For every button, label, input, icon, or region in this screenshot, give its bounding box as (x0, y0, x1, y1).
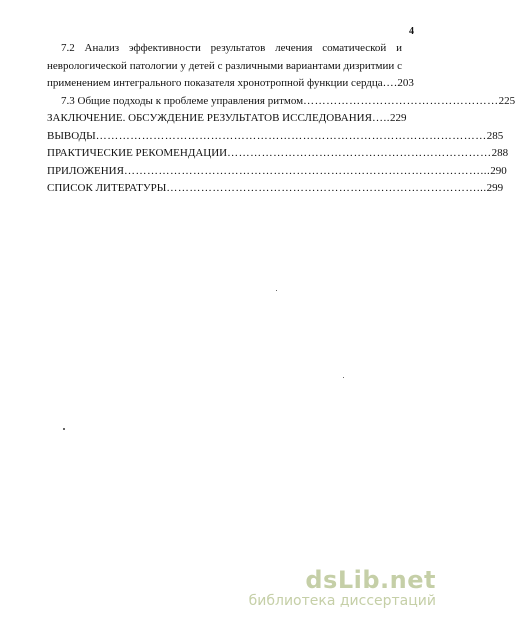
toc-entry-conclusion-leader: ….. (371, 112, 390, 124)
toc-entry-7-3-title: 7.3 Общие подходы к проблеме управления ритмом (61, 94, 304, 107)
toc-entry-recommendations-title: ПРАКТИЧЕСКИЕ РЕКОМЕНДАЦИИ (47, 147, 228, 159)
table-of-contents (47, 40, 515, 198)
toc-entry-appendices-leader: …………………………………………………………………………………... (123, 164, 491, 177)
toc-entry-conclusion-title: ЗАКЛЮЧЕНИЕ. ОБСУЖДЕНИЕ РЕЗУЛЬТАТОВ ИССЛЕДОВАНИЯ (47, 112, 372, 124)
toc-entry-references[interactable] (47, 180, 504, 198)
toc-entry-findings[interactable] (47, 128, 504, 146)
toc-entry-7-2-line-1: 7.2 Анализ эффективности результатов лечения соматической и (61, 42, 402, 54)
toc-entry-appendices[interactable] (47, 163, 507, 181)
scan-speck (343, 377, 344, 378)
toc-entry-7-3[interactable] (47, 93, 515, 111)
toc-entry-findings-page: 285 (486, 129, 504, 142)
toc-entry-conclusion-page: 229 (389, 112, 407, 124)
toc-entry-7-2-page: 203 (397, 77, 414, 89)
toc-entry-appendices-page: 290 (490, 164, 507, 177)
toc-entry-7-2[interactable] (47, 40, 414, 93)
toc-entry-appendices-title: ПРИЛОЖЕНИЯ (47, 164, 124, 177)
toc-entry-7-2-leader: …. (382, 77, 398, 89)
toc-entry-7-3-leader: …………………………………………… (303, 94, 499, 107)
page-number: 4 (409, 26, 414, 37)
toc-entry-findings-title: ВЫВОДЫ (47, 129, 96, 142)
toc-entry-findings-leader: ………………………………………………………………………………………… (95, 129, 487, 142)
toc-entry-conclusion[interactable] (47, 110, 407, 128)
toc-entry-references-leader: ………………………………………………………………………... (166, 182, 487, 194)
toc-entry-recommendations-page: 288 (491, 147, 509, 159)
toc-entry-references-title: СПИСОК ЛИТЕРАТУРЫ (47, 182, 167, 194)
toc-entry-7-2-title-end: применением интегрального показателя хронотропной функции сердца (47, 77, 383, 89)
toc-entry-recommendations[interactable] (47, 145, 509, 163)
scan-speck (63, 428, 65, 430)
watermark-subtitle: библиотека диссертаций (248, 593, 436, 609)
toc-entry-7-2-line-3 (47, 75, 414, 93)
toc-entry-7-2-line-2: неврологической патологии у детей с различными вариантами дизритмии с (47, 59, 402, 72)
toc-entry-recommendations-leader: …………………………………………………………… (227, 147, 492, 159)
toc-entry-references-page: 299 (486, 182, 504, 194)
dslib-watermark (249, 567, 436, 610)
watermark-logo: dsLib.net (305, 566, 436, 594)
toc-entry-7-3-page: 225 (498, 94, 515, 107)
scan-speck (276, 290, 277, 291)
